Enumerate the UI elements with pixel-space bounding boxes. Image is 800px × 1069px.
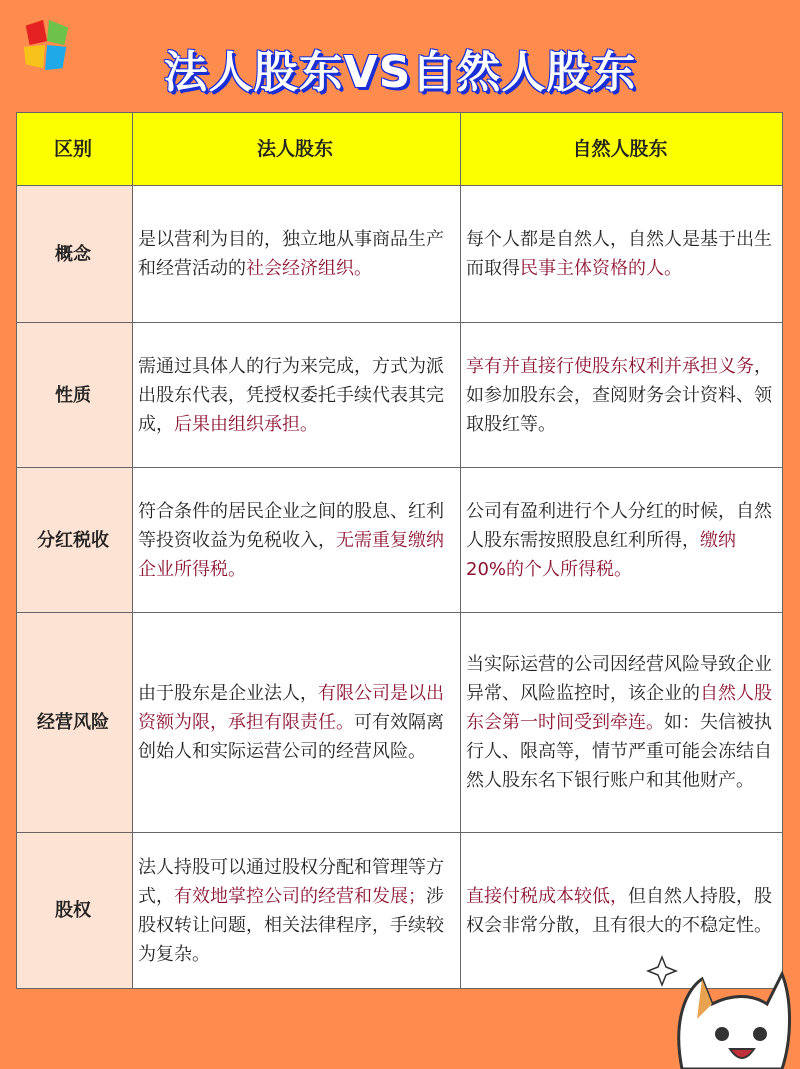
natural-shareholder-cell bbox=[461, 613, 783, 833]
natural-shareholder-cell bbox=[461, 186, 783, 323]
cell-text: 涉股权转让问题，相关法律程序，手续较为复杂。 bbox=[138, 885, 444, 965]
cell-text: 每个人都是自然人，自然人是基于出生而取得 bbox=[466, 229, 772, 279]
row-label: 经营风险 bbox=[17, 613, 133, 833]
header-legal-shareholder: 法人股东 bbox=[133, 113, 461, 186]
highlighted-text: 缴纳20%的个人所得税。 bbox=[466, 529, 736, 580]
highlighted-text: 社会经济组织。 bbox=[246, 258, 372, 279]
highlighted-text: 民事主体资格的人。 bbox=[520, 258, 682, 279]
table-row-concept bbox=[17, 186, 783, 323]
legal-shareholder-cell bbox=[133, 323, 461, 468]
highlighted-text: 直接付税成本较低， bbox=[466, 885, 628, 907]
highlighted-text: 享有并直接行使股东权利并承担义务 bbox=[466, 355, 754, 377]
comparison-table bbox=[16, 112, 783, 989]
natural-shareholder-cell bbox=[461, 323, 783, 468]
highlighted-text: 无需重复缴纳企业所得税。 bbox=[138, 529, 444, 580]
row-label: 概念 bbox=[17, 186, 133, 323]
cell-text: 但自然人持股，股权会非常分散，且有很大的不稳定性。 bbox=[466, 885, 772, 936]
table-row-dividend-tax bbox=[17, 468, 783, 613]
cell-text: 是以营利为目的，独立地从事商品生产和经营活动的 bbox=[138, 229, 444, 279]
legal-shareholder-cell bbox=[133, 833, 461, 989]
legal-shareholder-cell bbox=[133, 468, 461, 613]
row-label: 性质 bbox=[17, 323, 133, 468]
cell-text: ，如参加股东会，查阅财务会计资料、领取股红等。 bbox=[466, 355, 772, 435]
highlighted-text: 有限公司是以出资额为限，承担有限责任。 bbox=[138, 683, 444, 733]
cell-text: 可有效隔离创始人和实际运营公司的经营风险。 bbox=[138, 712, 444, 762]
header-difference: 区别 bbox=[17, 113, 133, 186]
header-natural-shareholder: 自然人股东 bbox=[461, 113, 783, 186]
cat-mascot-icon bbox=[642, 949, 792, 1069]
table-header-row bbox=[17, 113, 783, 186]
cell-text: 需通过具体人的行为来完成，方式为派出股东代表，凭授权委托手续代表其完成， bbox=[138, 355, 444, 435]
cell-text: 如：失信被执行人、限高等，情节严重可能会冻结自然人股东名下银行账户和其他财产。 bbox=[466, 712, 772, 791]
page-title: 法人股东VS自然人股东 bbox=[163, 47, 637, 98]
cell-text: 法人持股可以通过股权分配和管理等方式， bbox=[138, 856, 444, 907]
highlighted-text: 自然人股东会第一时间受到牵连。 bbox=[466, 683, 772, 733]
row-label: 分红税收 bbox=[17, 468, 133, 613]
cell-text: 由于股东是企业法人， bbox=[138, 683, 318, 704]
cell-text: 公司有盈利进行个人分红的时候，自然人股东需按照股息红利所得， bbox=[466, 500, 772, 551]
natural-shareholder-cell bbox=[461, 468, 783, 613]
table-row-operational-risk bbox=[17, 613, 783, 833]
table-row-nature bbox=[17, 323, 783, 468]
legal-shareholder-cell bbox=[133, 613, 461, 833]
highlighted-text: 有效地掌控公司的经营和发展； bbox=[174, 885, 426, 907]
highlighted-text: 后果由组织承担。 bbox=[174, 413, 318, 435]
row-label: 股权 bbox=[17, 833, 133, 989]
cell-text: 符合条件的居民企业之间的股息、红利等投资收益为免税收入， bbox=[138, 500, 444, 551]
legal-shareholder-cell bbox=[133, 186, 461, 323]
cell-text: 当实际运营的公司因经营风险导致企业异常、风险监控时，该企业的 bbox=[466, 654, 772, 704]
